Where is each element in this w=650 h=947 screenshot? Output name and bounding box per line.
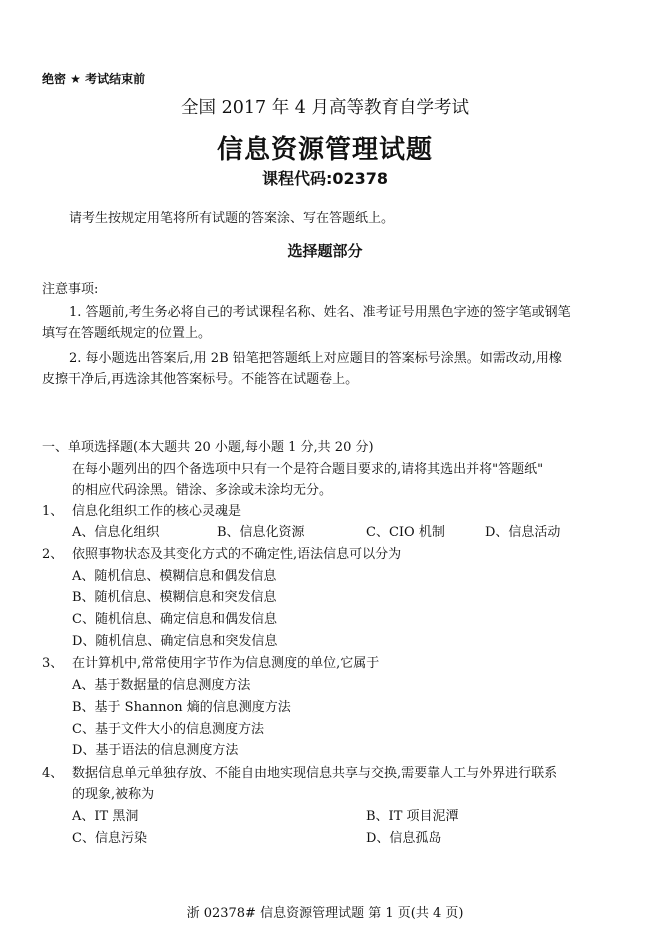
question-3-option-a: A、基于数据量的信息测度方法 — [72, 678, 251, 693]
question-4-text-line1: 数据信息单元单独存放、不能自由地实现信息共享与交换,需要靠人工与外界进行联系 — [72, 766, 558, 781]
confidential-label: 绝密 ★ 考试结束前 — [42, 72, 146, 86]
notes-title: 注意事项: — [42, 282, 99, 297]
question-1-text: 信息化组织工作的核心灵魂是 — [72, 504, 242, 519]
part-title: 选择题部分 — [287, 242, 363, 260]
question-4-number: 4、 — [42, 766, 64, 781]
question-1-option-c: C、CIO 机制 — [366, 525, 445, 540]
question-3-option-c: C、基于文件大小的信息测度方法 — [72, 722, 264, 737]
exam-title: 全国 2017 年 4 月高等教育自学考试 — [181, 98, 469, 118]
question-1-option-a: A、信息化组织 — [72, 525, 160, 540]
question-4-option-b: B、IT 项目泥潭 — [366, 809, 459, 824]
question-2-option-c: C、随机信息、确定信息和偶发信息 — [72, 612, 277, 627]
question-3-option-b: B、基于 Shannon 熵的信息测度方法 — [72, 700, 291, 715]
question-3-text: 在计算机中,常常使用字节作为信息测度的单位,它属于 — [72, 656, 380, 671]
section-desc-line1: 在每小题列出的四个备选项中只有一个是符合题目要求的,请将其选出并将"答题纸" — [72, 462, 544, 477]
question-2-option-d: D、随机信息、确定信息和突发信息 — [72, 634, 278, 649]
question-2-option-a: A、随机信息、模糊信息和偶发信息 — [72, 569, 277, 584]
section-desc-line2: 的相应代码涂黑。错涂、多涂或未涂均无分。 — [72, 483, 333, 498]
question-3-option-d: D、基于语法的信息测度方法 — [72, 743, 239, 758]
subject-title: 信息资源管理试题 — [216, 135, 433, 165]
page-footer: 浙 02378# 信息资源管理试题 第 1 页(共 4 页) — [186, 906, 464, 921]
question-2-text: 依照事物状态及其变化方式的不确定性,语法信息可以分为 — [72, 547, 402, 562]
question-1-option-d: D、信息活动 — [485, 525, 561, 540]
note-item-1-line1: 1. 答题前,考生务必将自己的考试课程名称、姓名、准考证号用黑色字迹的签字笔或钢笔 — [69, 305, 571, 320]
course-code: 课程代码:02378 — [261, 169, 389, 188]
note-item-1 — [42, 302, 632, 344]
note-item-2-line2: 皮擦干净后,再选涂其他答案标号。不能答在试题卷上。 — [42, 372, 359, 387]
note-item-2-line1: 2. 每小题选出答案后,用 2B 铅笔把答题纸上对应题目的答案标号涂黑。如需改动,用橡 — [69, 351, 562, 366]
question-4-option-c: C、信息污染 — [72, 831, 147, 846]
question-1-number: 1、 — [42, 504, 64, 519]
instruction-text: 请考生按规定用笔将所有试题的答案涂、写在答题纸上。 — [69, 211, 395, 226]
section-title: 一、单项选择题(本大题共 20 小题,每小题 1 分,共 20 分) — [42, 440, 374, 455]
question-4-option-d: D、信息孤岛 — [366, 831, 442, 846]
question-4-option-a: A、IT 黑洞 — [72, 809, 139, 824]
question-2-option-b: B、随机信息、模糊信息和突发信息 — [72, 590, 277, 605]
question-3-number: 3、 — [42, 656, 64, 671]
question-1-option-b: B、信息化资源 — [217, 525, 305, 540]
note-item-2 — [42, 348, 632, 390]
note-item-1-line2: 填写在答题纸规定的位置上。 — [42, 326, 212, 341]
question-2-number: 2、 — [42, 547, 64, 562]
question-4-text-line2: 的现象,被称为 — [72, 787, 155, 802]
